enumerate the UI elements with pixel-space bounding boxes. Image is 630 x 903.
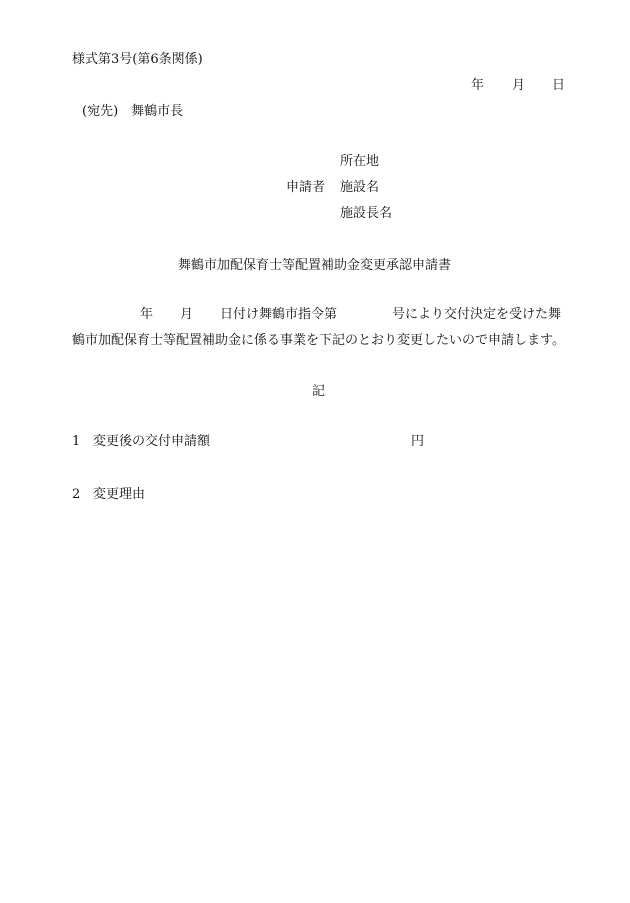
body-line-1 <box>72 307 572 323</box>
address-label: 所在地 <box>340 154 380 169</box>
body-year-label: 年 <box>140 307 154 322</box>
date-day-label: 日 <box>552 78 566 93</box>
applicant-label: 申請者 <box>286 180 326 195</box>
date-year-label: 年 <box>471 78 485 93</box>
document-title: 舞鶴市加配保育士等配置補助金変更承認申請書 <box>178 258 452 273</box>
body-month-label: 月 <box>180 307 194 322</box>
body-order-text: 日付け舞鶴市指令第 <box>220 307 338 322</box>
item-label-reason: 変更理由 <box>93 487 146 502</box>
body-line-2: 鶴市加配保育士等配置補助金に係る事業を下記のとおり変更したいので申請します。 <box>72 333 565 348</box>
date-month-label: 月 <box>512 78 526 93</box>
body-decision-text: 号により交付決定を受けた舞 <box>392 307 562 322</box>
yen-unit: 円 <box>411 434 425 449</box>
addressee: (宛先) 舞鶴市長 <box>82 104 184 119</box>
director-name-label: 施設長名 <box>340 206 393 221</box>
form-number: 様式第3号(第6条関係) <box>72 52 203 67</box>
item-number: 1 <box>72 434 81 449</box>
ki-heading: 記 <box>312 384 326 399</box>
facility-name-label: 施設名 <box>340 180 380 195</box>
item-number: 2 <box>72 487 81 502</box>
item-label-amount: 変更後の交付申請額 <box>93 434 211 449</box>
